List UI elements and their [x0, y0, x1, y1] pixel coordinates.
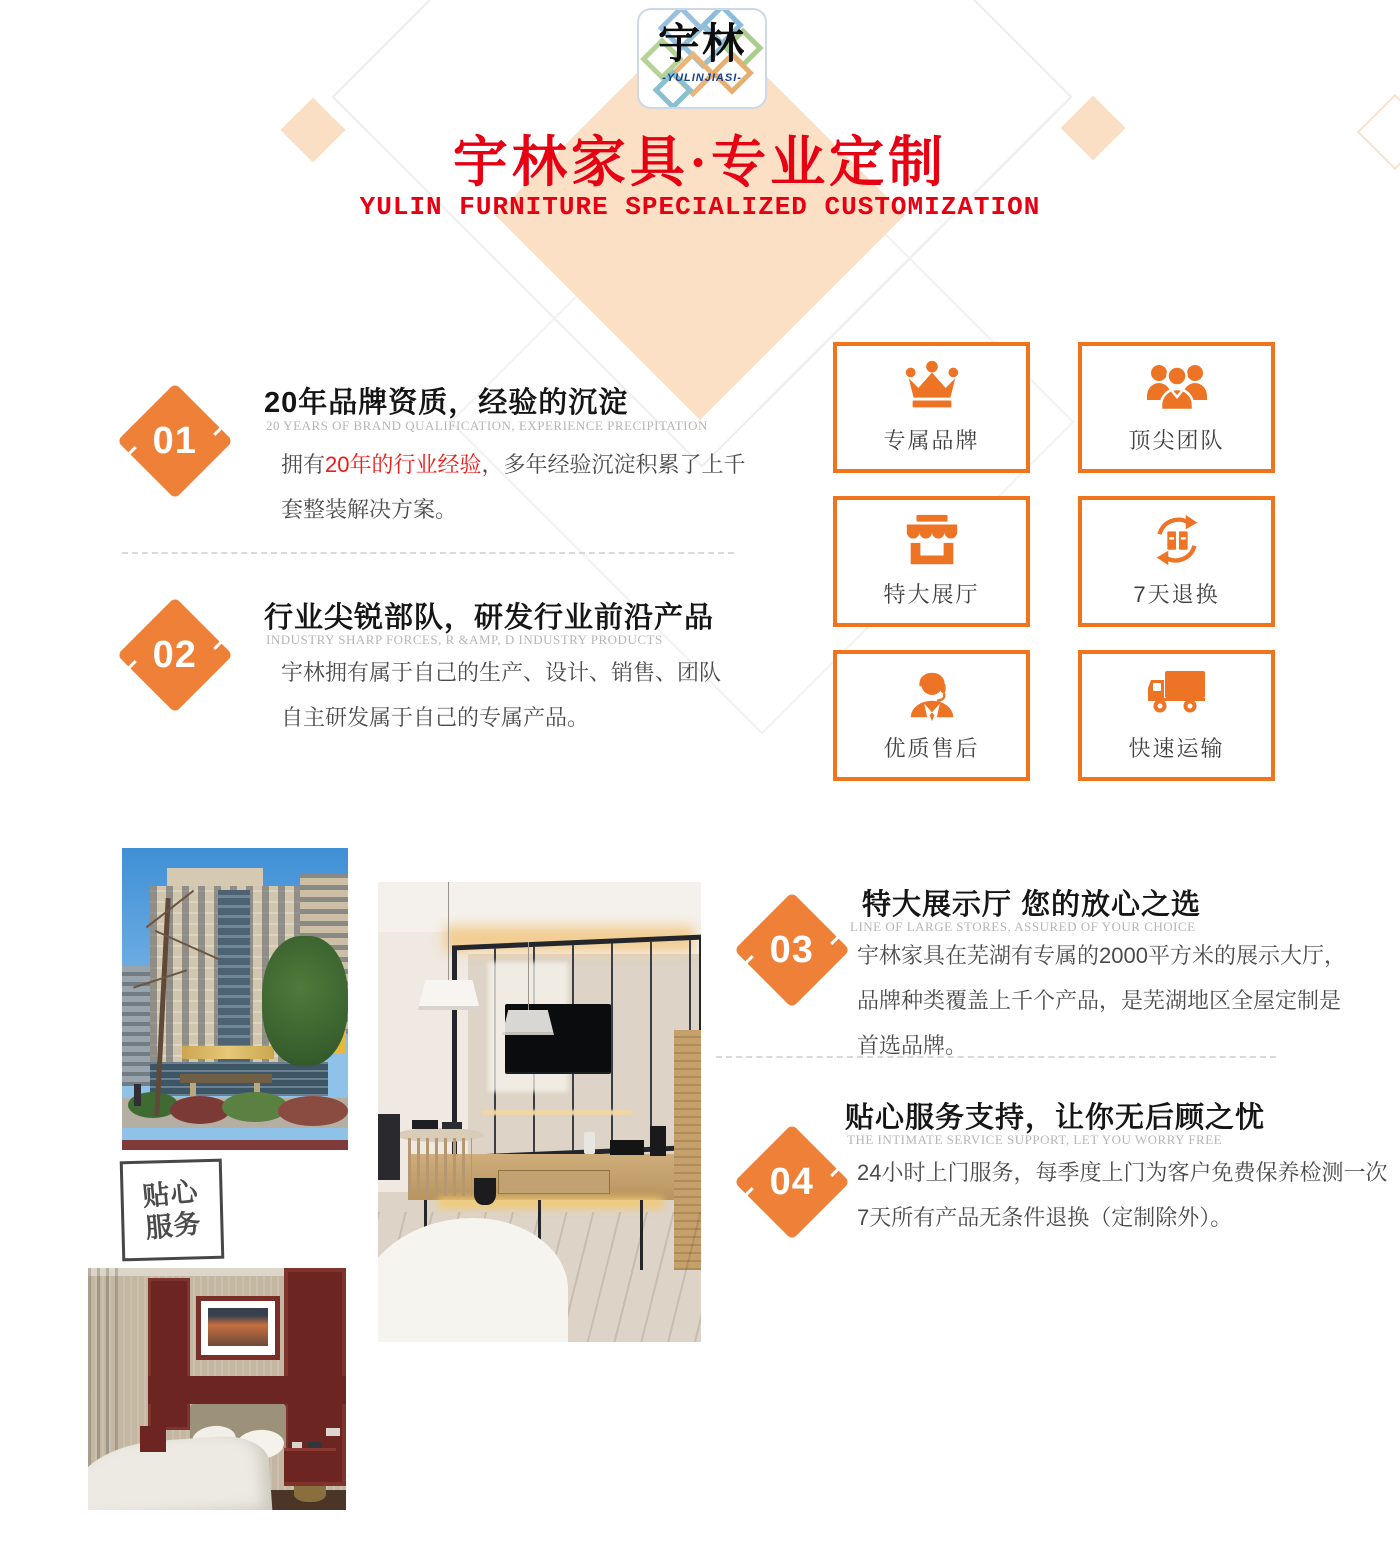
body-highlight: 20年的行业经验 [325, 452, 482, 477]
section-number-diamond [117, 383, 233, 499]
wall-switch [326, 1428, 340, 1436]
tea-tray [610, 1140, 644, 1155]
exchange-icon [1146, 512, 1208, 570]
section-subtitle: 20 YEARS OF BRAND QUALIFICATION, EXPERIENCE PRECIPITATION [266, 418, 708, 433]
brand-logo [637, 8, 767, 109]
pendant-lamp [502, 1010, 554, 1035]
divider [716, 1056, 1276, 1058]
nightstand-right [284, 1448, 336, 1482]
feature-label: 特大展厅 [883, 582, 980, 607]
section-number-diamond [734, 892, 850, 1008]
team-icon [1145, 358, 1209, 414]
table-item [442, 1122, 462, 1129]
badge-line2: 服务 [144, 1208, 203, 1244]
badge-line1: 贴心 [141, 1176, 200, 1212]
feature-label: 顶尖团队 [1128, 428, 1225, 453]
feature-label: 快速运输 [1128, 736, 1225, 761]
body-text: 宇林家具在芜湖有专属的2000平方米的展示大厅， [857, 943, 1346, 968]
section-title: 特大展示厅 您的放心之选 [862, 889, 1202, 921]
page-subtitle: YULIN FURNITURE SPECIALIZED CUSTOMIZATION [359, 192, 1041, 222]
hotel-sign [182, 1046, 274, 1059]
section-title: 贴心服务支持，让你无后顾之忧 [845, 1102, 1266, 1134]
feature-label: 优质售后 [883, 736, 980, 761]
red-bush [278, 1096, 348, 1126]
section-number-diamond [117, 597, 233, 713]
curtain [88, 1268, 122, 1478]
pendant-lamp [418, 980, 480, 1010]
truck-icon [1145, 666, 1209, 716]
feature-box-brand [833, 342, 1030, 473]
feature-box-aftersales [833, 650, 1030, 781]
feature-box-shipping [1078, 650, 1275, 781]
storefront-icon [901, 512, 963, 568]
body-text: 拥有 [281, 452, 326, 477]
body-text: 自主研发属于自己的专属产品。 [281, 705, 590, 730]
logo-text: 宇林 [657, 20, 746, 67]
pedestrian [134, 1084, 141, 1106]
badge-text [141, 1175, 203, 1244]
glass-strip [218, 890, 250, 1068]
logo-subtext: -YULINJIASI- [662, 72, 742, 84]
feature-label: 专属品牌 [883, 428, 980, 453]
nightstand-item [308, 1442, 322, 1448]
feature-box-team [1078, 342, 1275, 473]
body-text: 24小时上门服务，每季度上门为客户免费保养检测一次 [857, 1160, 1388, 1185]
care-service-badge [120, 1159, 225, 1262]
section-subtitle: INDUSTRY SHARP FORCES, R &AMP, D INDUSTRY PRODUCTS [266, 632, 663, 647]
feature-box-return [1078, 496, 1275, 627]
chair [378, 1114, 400, 1180]
red-pillar-left [148, 1278, 190, 1430]
table-legs [408, 1138, 472, 1196]
nightstand-left [140, 1426, 166, 1452]
crown-icon [901, 358, 963, 414]
body-text: ，多年经验沉淀积累了上千 [481, 452, 746, 477]
page-title: 宇林家具·专业定制 [452, 132, 948, 193]
section-body [857, 1150, 1387, 1240]
body-text: 首选品牌。 [857, 1033, 968, 1058]
trash-bin [474, 1178, 496, 1205]
section-number: 02 [152, 633, 198, 676]
section-subtitle: THE INTIMATE SERVICE SUPPORT, LET YOU WORRY FREE [847, 1132, 1223, 1147]
road [122, 1140, 348, 1150]
feature-box-showroom [833, 496, 1030, 627]
feature-grid [833, 342, 1275, 781]
landscape-art [208, 1308, 268, 1346]
section-title: 20年品牌资质，经验的沉淀 [264, 387, 629, 419]
lamp-cord [528, 942, 529, 1012]
section-title: 行业尖锐部队，研发行业前沿产品 [264, 602, 715, 634]
section-number: 04 [769, 1160, 815, 1203]
section-body [857, 933, 1346, 1068]
body-text: 品牌种类覆盖上千个产品，是芜湖地区全屋定制是 [857, 988, 1342, 1013]
section-body [281, 650, 721, 740]
hotel-room-photo [378, 882, 701, 1342]
section-number: 01 [152, 419, 198, 462]
lamp-cord [448, 882, 449, 982]
section-number-diamond [734, 1124, 850, 1240]
basket [294, 1486, 326, 1502]
console-underglow [438, 1198, 663, 1208]
section-body [281, 442, 746, 532]
entrance-canopy [180, 1074, 272, 1083]
nightstand-item [292, 1442, 302, 1448]
building-photo [122, 848, 348, 1150]
section-number: 03 [769, 928, 815, 971]
bottles [584, 1132, 595, 1154]
bedroom-photo [88, 1268, 346, 1510]
table-item [412, 1120, 438, 1129]
console-drawer [498, 1170, 610, 1194]
red-band [148, 1376, 346, 1404]
body-text: 7天所有产品无条件退换（定制除外）。 [857, 1205, 1233, 1230]
body-text: 宇林拥有属于自己的生产、设计、销售、团队 [281, 660, 722, 685]
section-subtitle: LINE OF LARGE STORES, ASSURED OF YOUR CHOICE [850, 919, 1196, 934]
support-agent-icon [901, 666, 963, 722]
body-text: 套整装解决方案。 [281, 497, 458, 522]
feature-label: 7天退换 [1133, 582, 1220, 607]
kettle [650, 1126, 666, 1156]
lit-shelf [482, 1110, 632, 1115]
green-tree [262, 936, 348, 1066]
red-bush [170, 1096, 230, 1124]
divider [122, 552, 734, 554]
